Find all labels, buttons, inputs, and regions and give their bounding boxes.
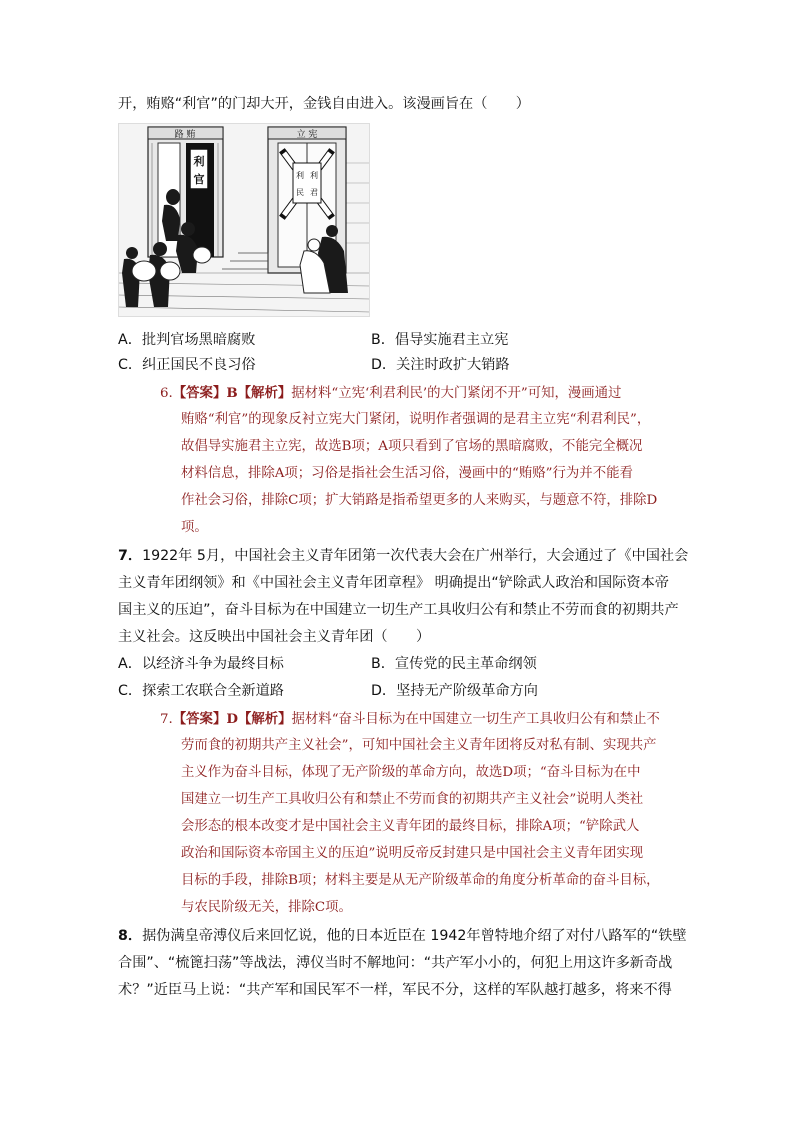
q6-option-c: C．纠正国民不良习俗 <box>118 357 256 373</box>
q6-analysis-line3: 故倡导实施君主立宪，故选B项；A项只看到了官场的黑暗腐败，不能完全概况 <box>181 439 643 454</box>
q7-analysis-line3: 主义作为奋斗目标，体现了无产阶级的革命方向，故选D项；“奋斗目标为在中 <box>181 765 641 780</box>
q7-stem-line1 <box>118 546 688 566</box>
q6-analysis-line6: 项。 <box>181 520 208 535</box>
q7-analysis-line5: 会形态的根本改变才是中国社会主义青年团的最终目标，排除A项；“铲除武人 <box>181 819 640 834</box>
q8-number: 8． <box>118 928 143 944</box>
q7-option-b: B．宣传党的民主革命纲领 <box>371 656 537 672</box>
svg-text:君: 君 <box>310 188 318 197</box>
q7-option-d: D．坚持无产阶级革命方向 <box>371 683 538 699</box>
q7-analysis-line6: 政治和国际资本帝国主义的压迫”说明反帝反封建只是中国社会主义青年团实现 <box>181 846 644 861</box>
q7-analysis-line7: 目标的手段，排除B项；材料主要是从无产阶级革命的角度分析革命的奋斗目标， <box>181 873 660 888</box>
q7-analysis-num: 7. <box>160 712 173 727</box>
q6-analysis-text1: 据材料“立宪‘利君利民’的大门紧闭不开”可知，漫画通过 <box>291 386 622 401</box>
q7-stem-line2: 主义青年团纲领》和《中国社会主义青年团章程》 明确提出“铲除武人政治和国际资本帝 <box>118 575 669 591</box>
q8-stem-line3: 术？”近臣马上说：“共产军和国民军不一样，军民不分，这样的军队越打越多，将来不得 <box>118 982 672 998</box>
q6-analysis-line2: 贿赂“利官”的现象反衬立宪大门紧闭，说明作者强调的是君主立宪“利君利民”， <box>181 412 651 427</box>
q6-analysis-line5: 作社会习俗，排除C项；扩大销路是指希望更多的人来购买，与题意不符，排除D <box>181 493 658 508</box>
svg-text:利: 利 <box>296 171 304 180</box>
q6-analysis-num: 6. <box>160 386 173 401</box>
q6-option-d: D．关注时政扩大销路 <box>371 357 510 373</box>
svg-text:官: 官 <box>193 173 205 186</box>
q8-stem-text1: 据伪满皇帝溥仪后来回忆说，他的日本近臣在 1942年曾特地介绍了对付八路军的“铁壁 <box>142 928 687 944</box>
q6-analysis-line4: 材料信息，排除A项；习俗是指社会生活习俗，漫画中的“贿赂”行为并不能看 <box>181 466 633 481</box>
q7-analysis-line2: 劳而食的初期共产主义社会”，可知中国社会主义青年团将反对私有制、实现共产 <box>181 738 657 753</box>
q7-option-c: C．探索工农联合全新道路 <box>118 683 284 699</box>
q7-stem-line3: 国主义的压迫”，奋斗目标为在中国建立一切生产工具收归公有和禁止不劳而食的初期共产 <box>118 602 679 618</box>
q7-number: 7． <box>118 548 143 564</box>
q8-stem-line1 <box>118 926 687 946</box>
q6-option-b: B．倡导实施君主立宪 <box>371 332 509 348</box>
q8-stem-line2: 合围”、“梳篦扫荡”等战法，溥仪当时不解地问：“共产军小小的，何犯上用这许多新奇战 <box>118 955 673 971</box>
q7-analysis-text1: 据材料“奋斗目标为在中国建立一切生产工具收归公有和禁止不 <box>291 712 660 727</box>
q7-stem-text1: 1922年 5月，中国社会主义青年团第一次代表大会在广州举行，大会通过了《中国社会 <box>142 548 689 564</box>
q7-analysis-line8: 与农民阶级无关，排除C项。 <box>181 900 352 915</box>
svg-text:利: 利 <box>310 171 318 180</box>
q6-analysis-line1 <box>160 383 621 404</box>
q7-answer-tag: 【答案】D【解析】 <box>172 711 292 727</box>
svg-text:民: 民 <box>296 188 304 197</box>
cartoon-figure <box>118 123 370 317</box>
q7-analysis-line1 <box>160 709 660 730</box>
q6-option-a: A．批判官场黑暗腐败 <box>118 332 256 348</box>
q6-answer-tag: 【答案】B【解析】 <box>172 385 292 401</box>
left-door-header: 路 贿 <box>174 130 196 140</box>
right-door-header: 立 宪 <box>296 130 318 140</box>
q7-option-a: A．以经济斗争为最终目标 <box>118 656 284 672</box>
q7-analysis-line4: 国建立一切生产工具收归公有和禁止不劳而食的初期共产主义社会”说明人类社 <box>181 792 644 807</box>
q7-stem-line4: 主义社会。这反映出中国社会主义青年团（ ） <box>118 629 431 645</box>
svg-text:利: 利 <box>193 155 205 168</box>
q6-intro-line: 开，贿赂“利官”的门却大开，金钱自由进入。该漫画旨在（ ） <box>118 96 530 112</box>
